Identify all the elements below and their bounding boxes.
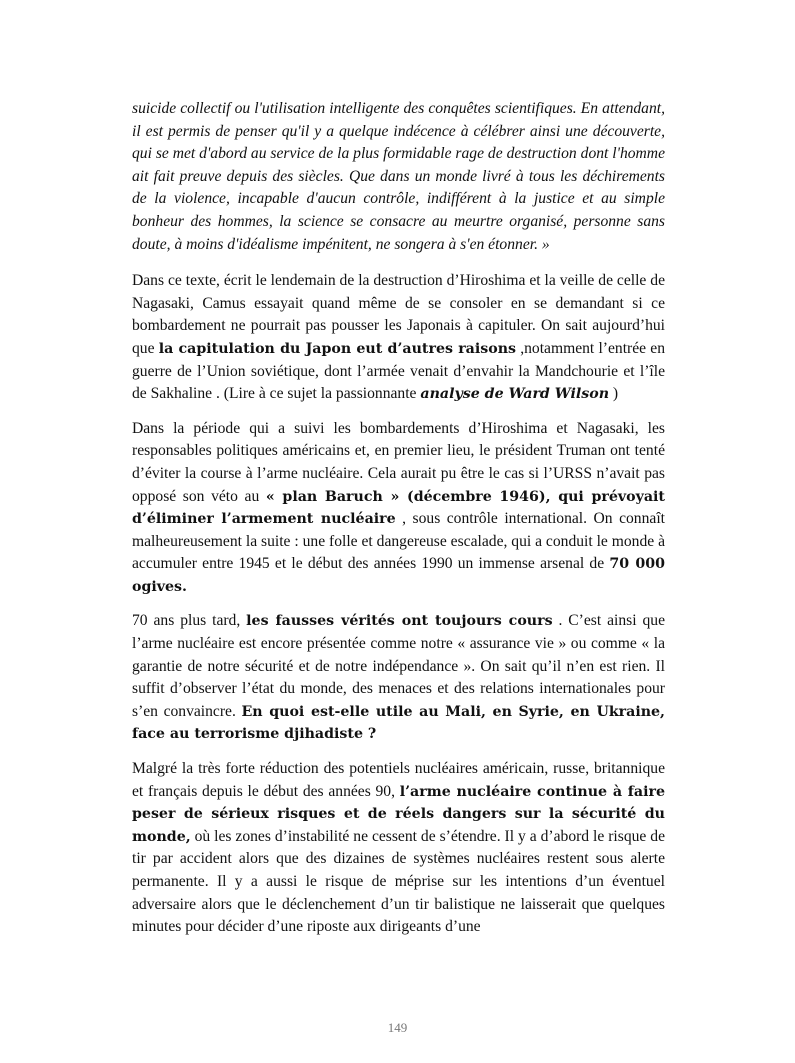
- bold-emphasis: l’arme nucléaire continue à faire peser de sérieux risques et de réels dangers sur la sécurité du monde,: [132, 783, 665, 845]
- text-run: , sous contrôle international. On connaît malheureusement la suite : une folle et dangereuse escalade, qui a conduit le monde à accumuler entre 1945 et le début des années 1990 un immense arsenal de: [132, 510, 666, 573]
- text-run: où les zones d’instabilité ne cessent de s’étendre. Il y a d’abord le risque de tir par accident alors que des dizaines de systèmes nucléaires restent sous alerte permanente. Il y a aussi le risque de méprise sur les intentions d’un éventuel adversaire alors que le déclenchement d’un tir balistique ne laisserait que quelques minutes pour décider d’une riposte aux dirigeants d’une: [132, 827, 665, 936]
- text-run: . C’est ainsi que l’arme nucléaire est encore présentée comme notre « assurance vie » ou comme « la garantie de notre sécurité et de notre indépendance ». On sait qu’il n’en est rien. Il suffit d’observer l’état du monde, des menaces et des relations internationales pour s’en convaincre.: [132, 612, 665, 720]
- text-run: suicide collectif ou l'utilisation intelligente des conquêtes scientifiques. En attendant, il est permis de penser qu'il y a quelque indécence à célébrer ainsi une découverte, qui se met d'abord au service de la plus formidable rage de destruction dont l'homme ait fait preuve depuis des siècles. Que dans un monde livré à tous les déchirements de la violence, incapable d'aucun contrôle, indifférent à la justice et au simple bonheur des hommes, la science se consacre au meurtre organisé, personne sans doute, à moins d'idéalisme impénitent, ne songera à s'en étonner. »: [132, 100, 665, 253]
- quote-paragraph: [132, 98, 665, 256]
- body-paragraph: [132, 758, 665, 939]
- bold-italic-emphasis: analyse de Ward Wilson: [420, 386, 610, 403]
- bold-emphasis: la capitulation du Japon eut d’autres raisons: [158, 340, 517, 357]
- text-run: Malgré la très forte réduction des potentiels nucléaires américain, russe, britannique et français depuis le début des années 90,: [132, 760, 665, 800]
- bold-emphasis: les fausses vérités ont toujours cours: [246, 613, 553, 630]
- page-number: 149: [387, 1020, 408, 1035]
- bold-emphasis: En quoi est-elle utile au Mali, en Syrie, en Ukraine, face au terrorisme djihadiste ?: [132, 703, 665, 743]
- body-paragraph: [132, 270, 665, 406]
- body-paragraph: [132, 610, 665, 746]
- text-run: 70 ans plus tard,: [132, 612, 247, 630]
- text-run: Dans la période qui a suivi les bombardements d’Hiroshima et Nagasaki, les responsables politiques américains et, en premier lieu, le président Truman ont tenté d’éviter la course à l’arme nucléaire. Cela aurait pu être le cas si l’URSS n’avait pas opposé son véto au: [132, 419, 665, 505]
- text-run: ): [609, 385, 619, 403]
- page-body: [132, 98, 665, 951]
- bold-emphasis: 70 000 ogives.: [132, 556, 665, 595]
- bold-emphasis: « plan Baruch » (décembre 1946), qui prévoyait d’éliminer l’armement nucléaire: [132, 488, 665, 528]
- body-paragraph: [132, 418, 665, 599]
- text-run: Dans ce texte, écrit le lendemain de la destruction d’Hiroshima et la veille de celle de Nagasaki, Camus essayait quand même de se consoler en se demandant si ce bombardement ne pourrait pas pousser les Japonais à capituler. On sait aujourd’hui que: [132, 272, 665, 357]
- text-run: ,notamment l’entrée en guerre de l’Union soviétique, dont l’armée venait d’envahir la Mandchourie et l’île de Sakhaline . (Lire à ce sujet la passionnante: [132, 339, 665, 403]
